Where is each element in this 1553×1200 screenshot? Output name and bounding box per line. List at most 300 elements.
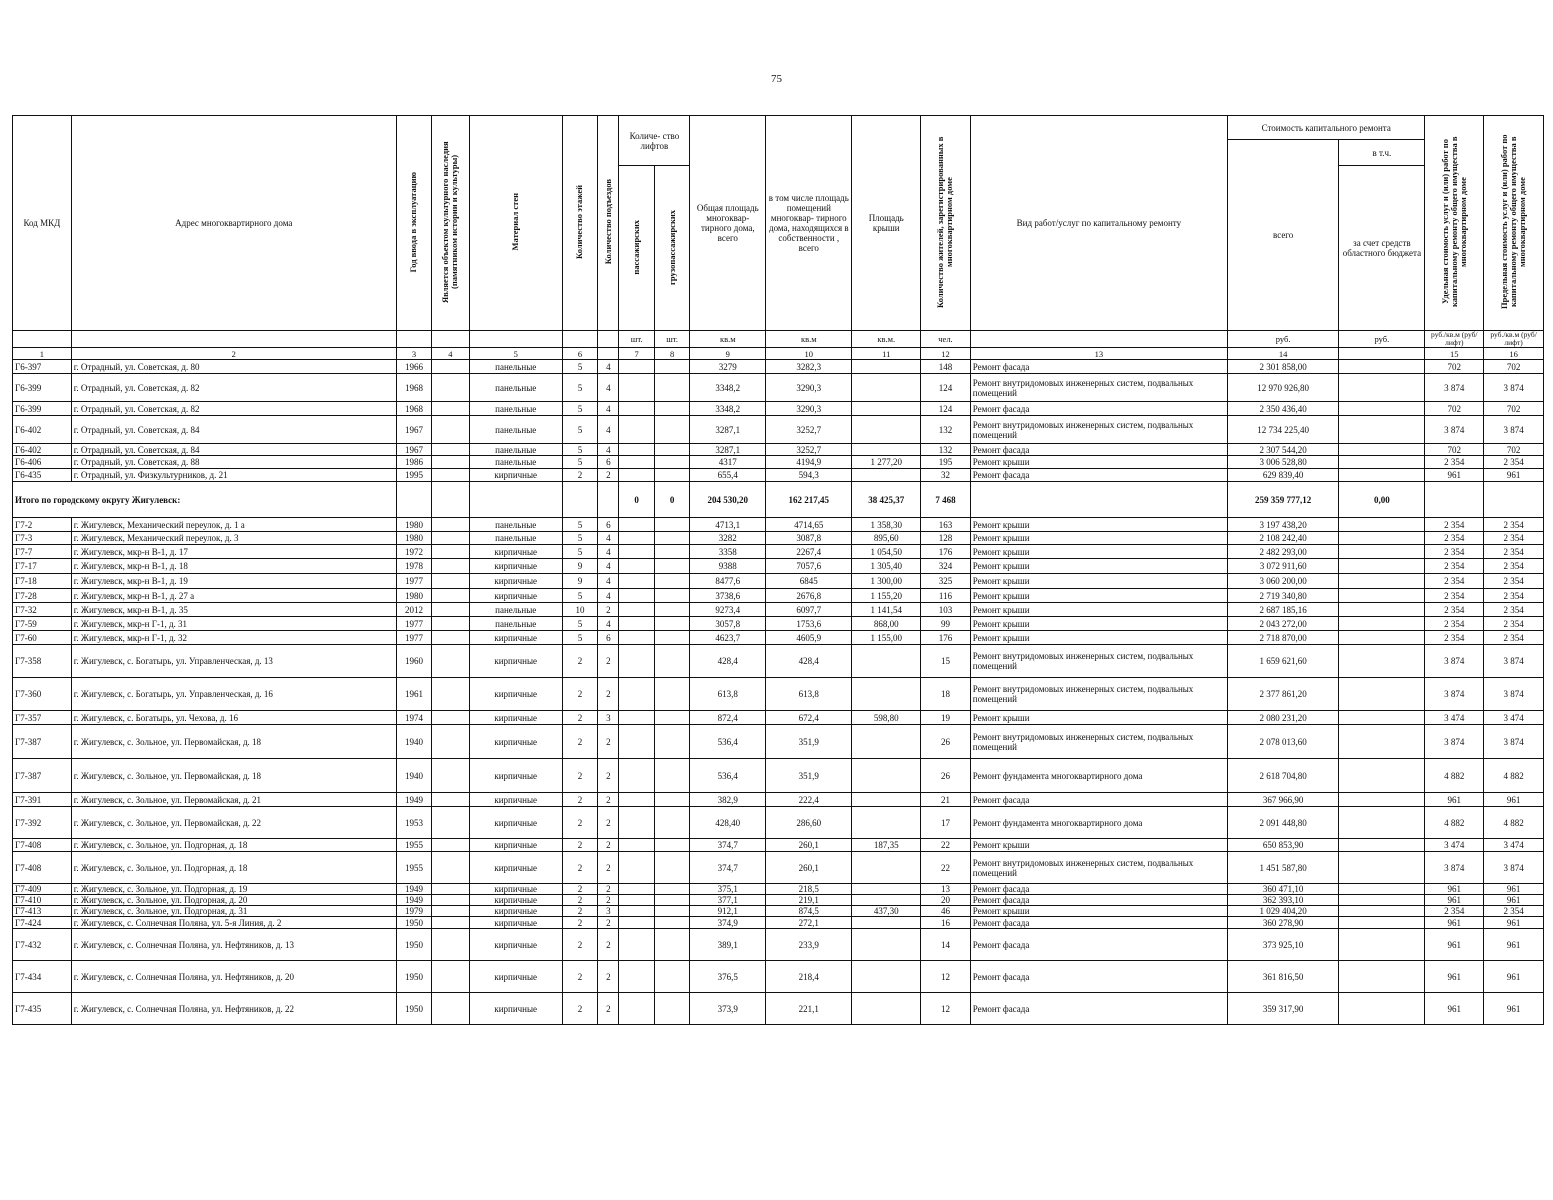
total-cost: 259 359 777,12	[1227, 482, 1338, 518]
row-heritage	[432, 456, 469, 469]
row-regional	[1339, 759, 1425, 793]
row-lifts-pass	[619, 518, 654, 532]
row-residents: 195	[921, 456, 971, 469]
row-code: Г7-408	[13, 852, 72, 884]
row-roof-area	[852, 416, 921, 444]
row-unit-cost: 702	[1425, 360, 1484, 374]
row-code: Г6-397	[13, 360, 72, 374]
row-address: г. Жигулевск, с. Солнечная Поляна, ул. Нефтяников, д. 20	[71, 961, 396, 993]
row-cost: 359 317,90	[1227, 993, 1338, 1025]
row-entrances: 4	[598, 532, 619, 545]
row-unit-cost: 3 874	[1425, 678, 1484, 711]
row-roof-area	[852, 725, 921, 759]
row-cost: 2 108 242,40	[1227, 532, 1338, 545]
row-unit-cost: 3 874	[1425, 725, 1484, 759]
row-entrances: 4	[598, 444, 619, 456]
row-regional	[1339, 416, 1425, 444]
column-number-cell: 9	[690, 348, 766, 360]
row-cost: 2 718 870,00	[1227, 631, 1338, 645]
row-year: 1967	[396, 444, 431, 456]
row-owned-area: 672,4	[766, 711, 852, 725]
row-floors: 2	[562, 917, 597, 929]
row-total-area: 4713,1	[690, 518, 766, 532]
row-residents: 14	[921, 929, 971, 961]
row-heritage	[432, 793, 469, 807]
row-lifts-pass	[619, 416, 654, 444]
row-wall: кирпичные	[469, 993, 562, 1025]
row-cost: 2 719 340,80	[1227, 589, 1338, 603]
row-roof-area	[852, 929, 921, 961]
row-max-cost: 2 354	[1484, 532, 1544, 545]
row-entrances: 2	[598, 807, 619, 839]
row-lifts-pass	[619, 895, 654, 906]
row-code: Г7-410	[13, 895, 72, 906]
total-pass: 0	[619, 482, 654, 518]
row-heritage	[432, 469, 469, 482]
row-floors: 2	[562, 678, 597, 711]
row-work: Ремонт крыши	[970, 574, 1227, 589]
row-cost: 2 350 436,40	[1227, 402, 1338, 416]
row-residents: 176	[921, 545, 971, 559]
row-unit-cost: 3 874	[1425, 374, 1484, 402]
row-entrances: 4	[598, 559, 619, 574]
row-max-cost: 961	[1484, 793, 1544, 807]
row-unit-cost: 2 354	[1425, 631, 1484, 645]
row-unit-cost: 2 354	[1425, 518, 1484, 532]
row-work: Ремонт внутридомовых инженерных систем, подвальных помещений	[970, 725, 1227, 759]
row-cost: 360 471,10	[1227, 884, 1338, 895]
row-wall: панельные	[469, 416, 562, 444]
row-total-area: 373,9	[690, 993, 766, 1025]
row-max-cost: 2 354	[1484, 617, 1544, 631]
row-residents: 116	[921, 589, 971, 603]
total-owned: 162 217,45	[766, 482, 852, 518]
row-code: Г7-392	[13, 807, 72, 839]
row-address: г. Жигулевск, с. Зольное, ул. Подгорная, д. 20	[71, 895, 396, 906]
row-work: Ремонт внутридомовых инженерных систем, подвальных помещений	[970, 852, 1227, 884]
row-address: г. Отрадный, ул. Советская, д. 82	[71, 402, 396, 416]
row-heritage	[432, 725, 469, 759]
row-work: Ремонт крыши	[970, 559, 1227, 574]
row-code: Г7-434	[13, 961, 72, 993]
row-lifts-pass	[619, 993, 654, 1025]
row-year: 1961	[396, 678, 431, 711]
row-heritage	[432, 374, 469, 402]
column-number-cell: 2	[71, 348, 396, 360]
row-regional	[1339, 402, 1425, 416]
row-total-area: 3282	[690, 532, 766, 545]
row-code: Г6-435	[13, 469, 72, 482]
header-floors: Количество этажей	[562, 116, 597, 331]
row-lifts-cargo	[654, 617, 689, 631]
row-entrances: 2	[598, 645, 619, 678]
row-regional	[1339, 444, 1425, 456]
units-row	[13, 331, 1544, 348]
row-owned-area: 3087,8	[766, 532, 852, 545]
row-total-area: 655,4	[690, 469, 766, 482]
row-cost: 2 043 272,00	[1227, 617, 1338, 631]
row-wall: кирпичные	[469, 645, 562, 678]
row-cost: 629 839,40	[1227, 469, 1338, 482]
row-wall: кирпичные	[469, 906, 562, 917]
table-body-otradny	[13, 360, 1544, 482]
row-lifts-cargo	[654, 884, 689, 895]
row-unit-cost: 702	[1425, 402, 1484, 416]
row-floors: 2	[562, 961, 597, 993]
row-wall: кирпичные	[469, 884, 562, 895]
row-total-area: 374,9	[690, 917, 766, 929]
row-unit-cost: 3 474	[1425, 839, 1484, 852]
row-entrances: 2	[598, 839, 619, 852]
row-work: Ремонт фасада	[970, 895, 1227, 906]
row-entrances: 2	[598, 469, 619, 482]
row-work: Ремонт фасада	[970, 929, 1227, 961]
row-heritage	[432, 961, 469, 993]
row-lifts-pass	[619, 929, 654, 961]
row-heritage	[432, 416, 469, 444]
row-work: Ремонт крыши	[970, 839, 1227, 852]
row-max-cost: 2 354	[1484, 906, 1544, 917]
row-floors: 5	[562, 617, 597, 631]
row-lifts-pass	[619, 589, 654, 603]
row-code: Г7-424	[13, 917, 72, 929]
row-unit-cost: 961	[1425, 884, 1484, 895]
header-max-cost: Предельная стоимость услуг и (или) работ по капитальному ремонту общего имущества в многоквартирном доме	[1484, 116, 1544, 331]
row-entrances: 4	[598, 402, 619, 416]
row-year: 2012	[396, 603, 431, 617]
total-regional: 0,00	[1339, 482, 1425, 518]
row-floors: 2	[562, 884, 597, 895]
row-max-cost: 2 354	[1484, 559, 1544, 574]
row-code: Г7-32	[13, 603, 72, 617]
row-max-cost: 2 354	[1484, 603, 1544, 617]
row-wall: кирпичные	[469, 469, 562, 482]
row-heritage	[432, 759, 469, 793]
row-unit-cost: 3 874	[1425, 645, 1484, 678]
header-heritage: Является объектом культурного наследия (памятником истории и культуры)	[432, 116, 469, 331]
row-address: г. Жигулевск, с. Солнечная Поляна, ул. Нефтяников, д. 22	[71, 993, 396, 1025]
table-row	[13, 961, 1544, 993]
row-unit-cost: 4 882	[1425, 759, 1484, 793]
row-code: Г7-435	[13, 993, 72, 1025]
row-year: 1950	[396, 993, 431, 1025]
column-number-cell: 14	[1227, 348, 1338, 360]
row-residents: 22	[921, 839, 971, 852]
row-wall: панельные	[469, 360, 562, 374]
row-lifts-cargo	[654, 589, 689, 603]
row-work: Ремонт фасада	[970, 360, 1227, 374]
row-unit-cost: 961	[1425, 895, 1484, 906]
row-year: 1940	[396, 759, 431, 793]
row-heritage	[432, 603, 469, 617]
row-lifts-pass	[619, 807, 654, 839]
row-floors: 5	[562, 631, 597, 645]
row-total-area: 536,4	[690, 725, 766, 759]
column-number-cell: 4	[432, 348, 469, 360]
row-entrances: 3	[598, 711, 619, 725]
row-work: Ремонт фасада	[970, 793, 1227, 807]
row-cost: 1 451 587,80	[1227, 852, 1338, 884]
unit-cell: руб.	[1227, 331, 1338, 348]
table-row	[13, 645, 1544, 678]
row-code: Г7-357	[13, 711, 72, 725]
header-roof-area: Площадь крыши	[852, 116, 921, 331]
table-row	[13, 545, 1544, 559]
row-owned-area: 6845	[766, 574, 852, 589]
row-roof-area	[852, 678, 921, 711]
row-roof-area	[852, 961, 921, 993]
row-year: 1979	[396, 906, 431, 917]
table-row	[13, 711, 1544, 725]
column-number-cell: 13	[970, 348, 1227, 360]
row-lifts-pass	[619, 961, 654, 993]
row-max-cost: 2 354	[1484, 545, 1544, 559]
row-total-area: 4623,7	[690, 631, 766, 645]
row-code: Г7-391	[13, 793, 72, 807]
row-heritage	[432, 631, 469, 645]
row-entrances: 2	[598, 678, 619, 711]
row-heritage	[432, 711, 469, 725]
row-unit-cost: 3 474	[1425, 711, 1484, 725]
row-floors: 2	[562, 929, 597, 961]
row-floors: 9	[562, 559, 597, 574]
row-residents: 124	[921, 374, 971, 402]
row-wall: кирпичные	[469, 839, 562, 852]
row-lifts-pass	[619, 917, 654, 929]
row-work: Ремонт крыши	[970, 617, 1227, 631]
column-number-cell: 16	[1484, 348, 1544, 360]
column-number-cell: 1	[13, 348, 72, 360]
row-address: г. Жигулевск, мкр-н В-1, д. 35	[71, 603, 396, 617]
row-address: г. Отрадный, ул. Советская, д. 80	[71, 360, 396, 374]
row-entrances: 2	[598, 929, 619, 961]
row-residents: 176	[921, 631, 971, 645]
row-code: Г7-18	[13, 574, 72, 589]
row-year: 1960	[396, 645, 431, 678]
row-year: 1980	[396, 589, 431, 603]
row-owned-area: 260,1	[766, 852, 852, 884]
row-lifts-cargo	[654, 631, 689, 645]
row-code: Г6-399	[13, 374, 72, 402]
row-max-cost: 961	[1484, 895, 1544, 906]
row-total-area: 377,1	[690, 895, 766, 906]
row-code: Г7-60	[13, 631, 72, 645]
row-regional	[1339, 929, 1425, 961]
row-heritage	[432, 917, 469, 929]
header-owned-area: в том числе площадь помещений многоквар- тирного дома, находящихся в собственности , всего	[766, 116, 852, 331]
row-residents: 163	[921, 518, 971, 532]
table-row	[13, 559, 1544, 574]
column-number-cell: 12	[921, 348, 971, 360]
page-number: 75	[771, 73, 782, 85]
table-row	[13, 617, 1544, 631]
row-max-cost: 3 874	[1484, 678, 1544, 711]
row-cost: 2 618 704,80	[1227, 759, 1338, 793]
row-total-area: 3287,1	[690, 416, 766, 444]
row-floors: 2	[562, 793, 597, 807]
row-regional	[1339, 545, 1425, 559]
row-cost: 3 197 438,20	[1227, 518, 1338, 532]
total-area: 204 530,20	[690, 482, 766, 518]
row-work: Ремонт фасада	[970, 917, 1227, 929]
row-owned-area: 222,4	[766, 793, 852, 807]
row-entrances: 3	[598, 906, 619, 917]
row-code: Г7-28	[13, 589, 72, 603]
row-cost: 2 301 858,00	[1227, 360, 1338, 374]
table-row	[13, 631, 1544, 645]
row-entrances: 2	[598, 793, 619, 807]
row-owned-area: 874,5	[766, 906, 852, 917]
row-address: г. Жигулевск, мкр-н Г-1, д. 31	[71, 617, 396, 631]
row-roof-area: 437,30	[852, 906, 921, 917]
row-roof-area: 1 155,00	[852, 631, 921, 645]
row-floors: 5	[562, 416, 597, 444]
row-lifts-cargo	[654, 852, 689, 884]
row-roof-area: 1 277,20	[852, 456, 921, 469]
row-address: г. Жигулевск, с. Богатырь, ул. Чехова, д. 16	[71, 711, 396, 725]
row-work: Ремонт фасада	[970, 961, 1227, 993]
unit-cell: кв.м	[766, 331, 852, 348]
row-lifts-pass	[619, 574, 654, 589]
row-regional	[1339, 793, 1425, 807]
row-address: г. Жигулевск, с. Солнечная Поляна, ул. Нефтяников, д. 13	[71, 929, 396, 961]
row-heritage	[432, 807, 469, 839]
row-heritage	[432, 360, 469, 374]
row-regional	[1339, 518, 1425, 532]
row-regional	[1339, 360, 1425, 374]
row-entrances: 2	[598, 993, 619, 1025]
row-roof-area	[852, 444, 921, 456]
row-address: г. Жигулевск, с. Зольное, ул. Первомайская, д. 18	[71, 725, 396, 759]
row-wall: панельные	[469, 444, 562, 456]
row-owned-area: 613,8	[766, 678, 852, 711]
row-lifts-cargo	[654, 469, 689, 482]
row-heritage	[432, 929, 469, 961]
total-row	[13, 482, 1544, 518]
row-roof-area	[852, 917, 921, 929]
row-cost: 362 393,10	[1227, 895, 1338, 906]
total-residents: 7 468	[921, 482, 971, 518]
row-lifts-cargo	[654, 807, 689, 839]
row-residents: 12	[921, 993, 971, 1025]
row-lifts-cargo	[654, 678, 689, 711]
column-number-cell: 15	[1425, 348, 1484, 360]
row-entrances: 4	[598, 374, 619, 402]
row-lifts-cargo	[654, 518, 689, 532]
row-max-cost: 3 874	[1484, 725, 1544, 759]
row-address: г. Жигулевск, мкр-н Г-1, д. 32	[71, 631, 396, 645]
row-max-cost: 3 874	[1484, 645, 1544, 678]
row-entrances: 2	[598, 759, 619, 793]
row-year: 1974	[396, 711, 431, 725]
row-lifts-pass	[619, 402, 654, 416]
row-owned-area: 428,4	[766, 645, 852, 678]
row-cost: 650 853,90	[1227, 839, 1338, 852]
row-unit-cost: 961	[1425, 993, 1484, 1025]
row-max-cost: 702	[1484, 360, 1544, 374]
row-work: Ремонт внутридомовых инженерных систем, подвальных помещений	[970, 678, 1227, 711]
row-address: г. Жигулевск, с. Зольное, ул. Подгорная, д. 19	[71, 884, 396, 895]
row-unit-cost: 2 354	[1425, 617, 1484, 631]
row-heritage	[432, 574, 469, 589]
row-entrances: 4	[598, 617, 619, 631]
header-cost: Стоимость капитального ремонта	[1227, 116, 1424, 140]
row-entrances: 4	[598, 589, 619, 603]
row-roof-area	[852, 645, 921, 678]
row-entrances: 6	[598, 456, 619, 469]
header-lifts-cargo: грузопассажирских	[654, 166, 689, 331]
row-heritage	[432, 545, 469, 559]
row-code: Г7-360	[13, 678, 72, 711]
row-max-cost: 702	[1484, 402, 1544, 416]
row-unit-cost: 2 354	[1425, 906, 1484, 917]
row-residents: 46	[921, 906, 971, 917]
row-heritage	[432, 645, 469, 678]
header-work: Вид работ/услуг по капитальному ремонту	[970, 116, 1227, 331]
row-regional	[1339, 456, 1425, 469]
row-residents: 18	[921, 678, 971, 711]
row-heritage	[432, 559, 469, 574]
row-wall: кирпичные	[469, 545, 562, 559]
row-work: Ремонт внутридомовых инженерных систем, подвальных помещений	[970, 645, 1227, 678]
row-residents: 16	[921, 917, 971, 929]
row-heritage	[432, 839, 469, 852]
row-wall: панельные	[469, 402, 562, 416]
row-max-cost: 4 882	[1484, 759, 1544, 793]
row-roof-area: 1 054,50	[852, 545, 921, 559]
table-row	[13, 456, 1544, 469]
unit-cell: руб.	[1339, 331, 1425, 348]
row-max-cost: 961	[1484, 961, 1544, 993]
row-floors: 5	[562, 456, 597, 469]
row-code: Г6-399	[13, 402, 72, 416]
total-roof: 38 425,37	[852, 482, 921, 518]
row-residents: 128	[921, 532, 971, 545]
row-total-area: 374,7	[690, 852, 766, 884]
row-cost: 2 687 185,16	[1227, 603, 1338, 617]
row-year: 1995	[396, 469, 431, 482]
row-floors: 10	[562, 603, 597, 617]
row-residents: 22	[921, 852, 971, 884]
row-floors: 5	[562, 374, 597, 402]
row-year: 1949	[396, 884, 431, 895]
row-roof-area	[852, 402, 921, 416]
row-wall: панельные	[469, 456, 562, 469]
row-address: г. Отрадный, ул. Советская, д. 82	[71, 374, 396, 402]
row-address: г. Жигулевск, с. Зольное, ул. Первомайская, д. 18	[71, 759, 396, 793]
table-row	[13, 518, 1544, 532]
row-total-area: 3348,2	[690, 402, 766, 416]
column-number-cell: 3	[396, 348, 431, 360]
row-work: Ремонт фундамента многоквартирного дома	[970, 807, 1227, 839]
header-address: Адрес многоквартирного дома	[71, 116, 396, 331]
row-year: 1950	[396, 917, 431, 929]
unit-cell: шт.	[619, 331, 654, 348]
row-total-area: 375,1	[690, 884, 766, 895]
header-entrances: Количество подъездов	[598, 116, 619, 331]
row-year: 1940	[396, 725, 431, 759]
row-heritage	[432, 906, 469, 917]
table-row	[13, 906, 1544, 917]
row-lifts-pass	[619, 603, 654, 617]
row-work: Ремонт крыши	[970, 711, 1227, 725]
row-total-area: 9388	[690, 559, 766, 574]
row-max-cost: 961	[1484, 993, 1544, 1025]
column-number-cell: 11	[852, 348, 921, 360]
row-unit-cost: 3 874	[1425, 852, 1484, 884]
row-roof-area	[852, 759, 921, 793]
row-address: г. Жигулевск, с. Зольное, ул. Первомайская, д. 21	[71, 793, 396, 807]
